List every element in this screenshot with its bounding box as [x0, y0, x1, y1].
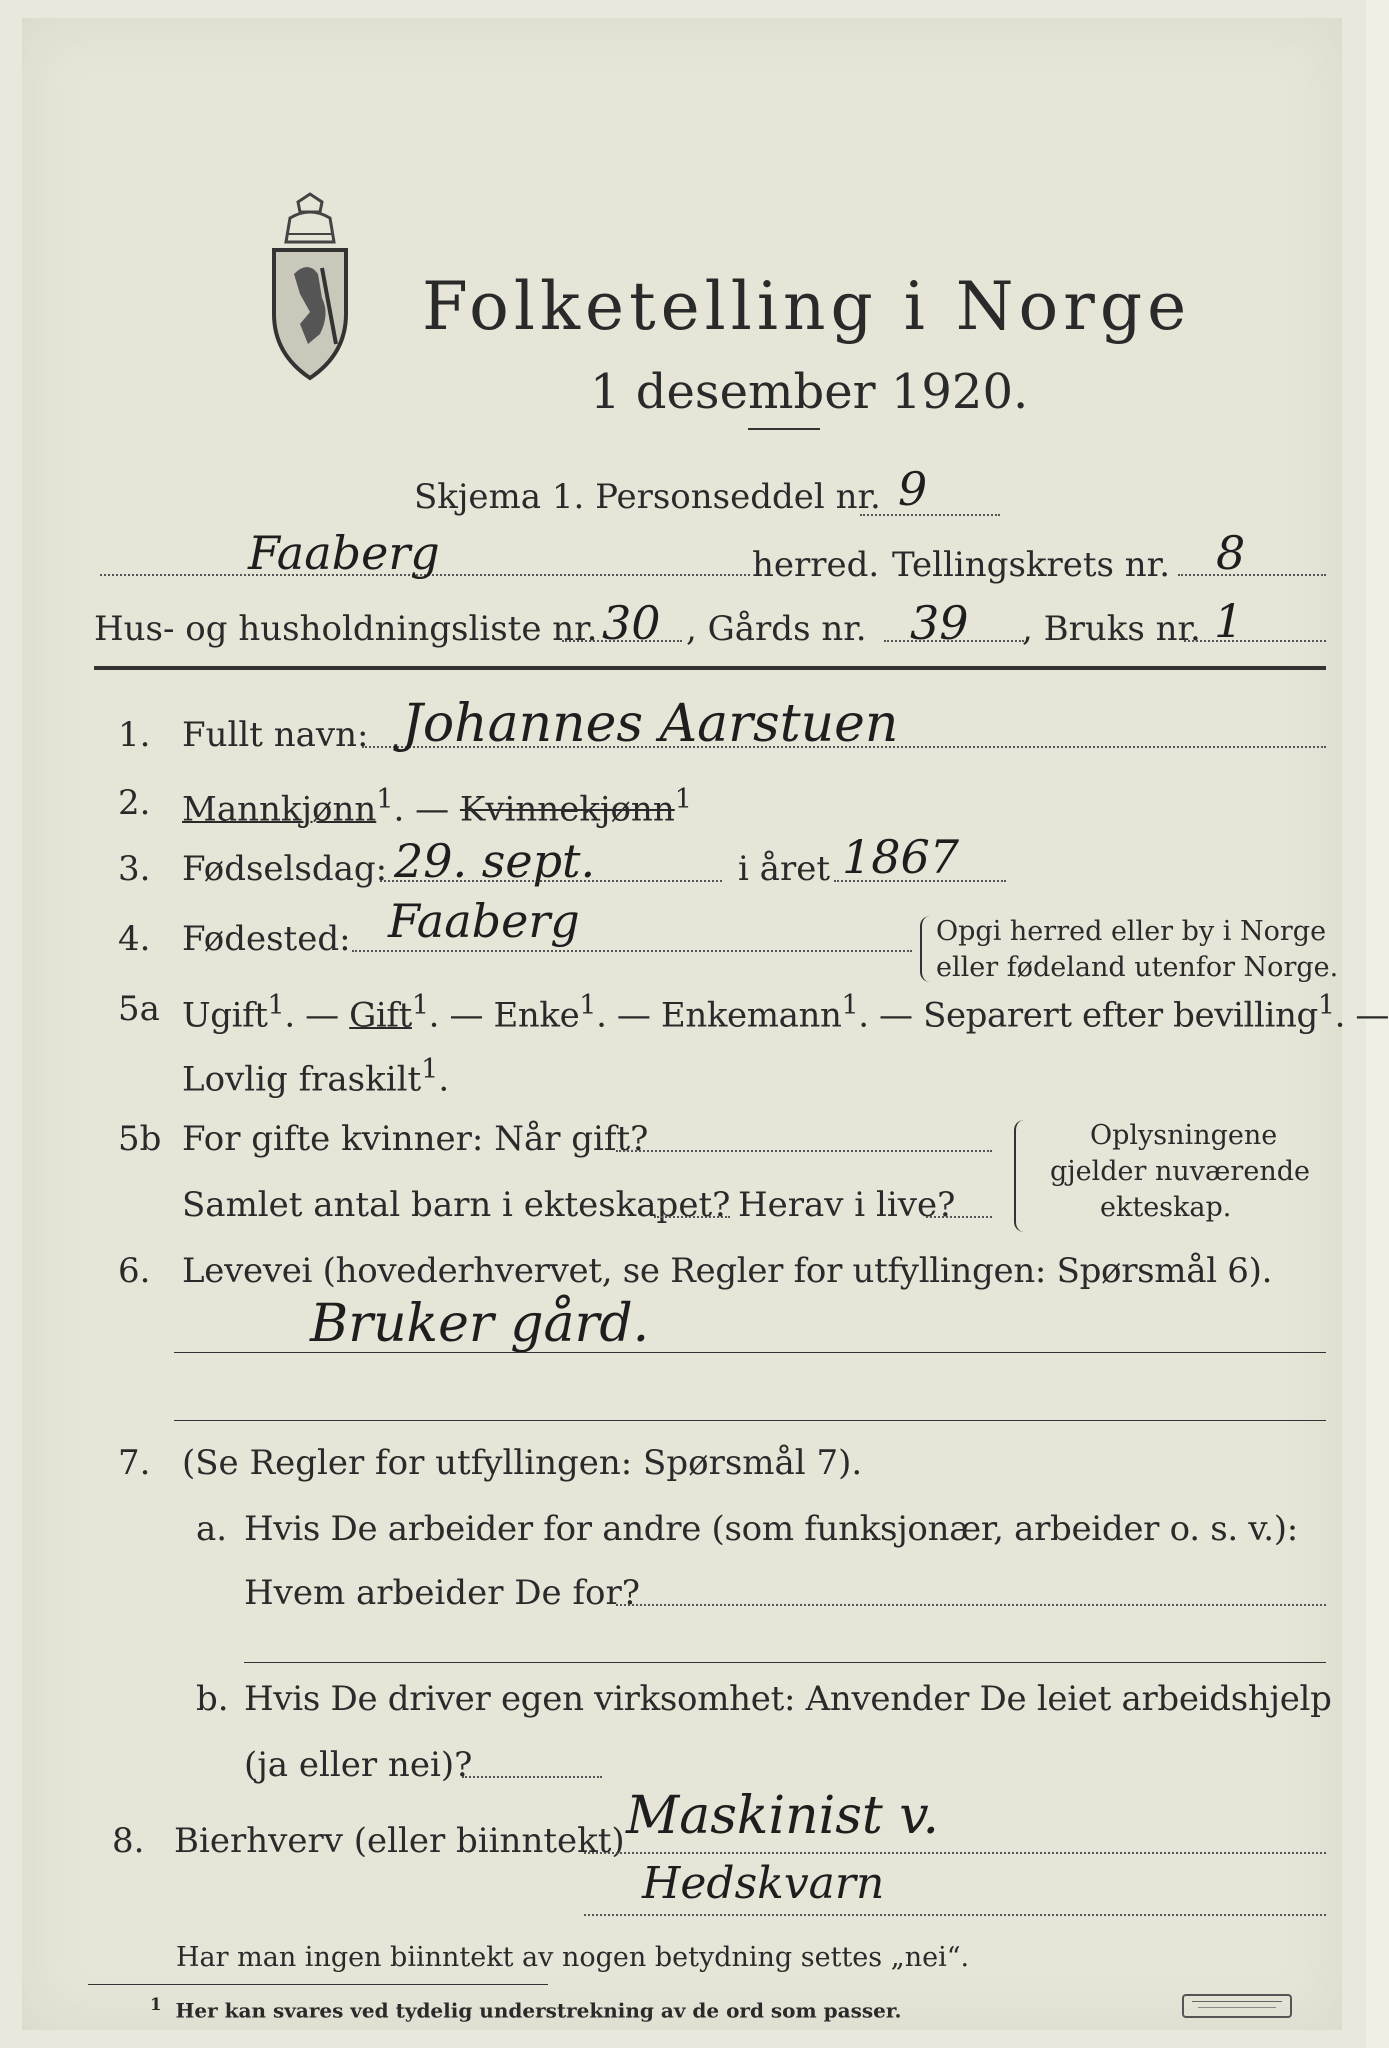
form-date: 1 desember 1920. [590, 364, 1029, 420]
q7-number: 7. [118, 1443, 151, 1483]
footnote-divider [88, 1984, 548, 1985]
hus-label: Hus- og husholdningsliste nr. [94, 609, 598, 649]
q5b-number: 5b [118, 1119, 162, 1159]
tellingskrets-label: Tellingskrets nr. [892, 545, 1171, 585]
q3-year-value: 1867 [842, 830, 960, 884]
q4-note-1: Opgi herred eller by i Norge [936, 916, 1327, 947]
q7a-label-2: Hvem arbeider De for? [244, 1573, 640, 1613]
census-form-sheet [22, 18, 1389, 2030]
q3-year-label: i året [738, 849, 830, 889]
q5a-marital-options: Ugift$^1$. — Gift$^1$. — Enke$^1$. — Enkemann$^1$. — Separert efter bevilling$^1$. — [182, 990, 1389, 1036]
q8-number: 8. [112, 1821, 145, 1861]
bruks-nr-value: 1 [1214, 594, 1244, 648]
herred-label: herred. [752, 545, 880, 585]
q5b-note-1: Oplysningene [1090, 1120, 1278, 1151]
q1-label: Fullt navn: [182, 715, 369, 755]
q6-occupation-value: Bruker gård. [310, 1294, 650, 1354]
printer-stamp [1182, 1994, 1292, 2018]
header-divider [94, 666, 1326, 670]
personseddel-nr-value: 9 [898, 462, 928, 516]
q3-number: 3. [118, 849, 151, 889]
q1-full-name-value: Johannes Aarstuen [402, 694, 899, 754]
q8-label: Bierhverv (eller biinntekt) [174, 1821, 625, 1861]
biinntekt-note: Har man ingen biinntekt av nogen betydning settes „nei“. [176, 1942, 970, 1973]
q7b-label-2: (ja eller nei)? [244, 1745, 473, 1785]
q5b-label-2: Samlet antal barn i ekteskapet? [182, 1185, 731, 1225]
bruks-label: , Bruks nr. [1022, 609, 1201, 649]
q4-label: Fødested: [182, 919, 351, 959]
q7b-label-1: Hvis De driver egen virksomhet: Anvender De leiet arbeidshjelp [244, 1679, 1332, 1719]
title-divider [748, 428, 820, 430]
q5a-gift: Gift [349, 995, 412, 1036]
herred-value: Faaberg [248, 526, 440, 580]
q5b-label-3: Herav i live? [738, 1185, 956, 1225]
norwegian-coat-of-arms-icon [260, 194, 360, 384]
gards-label: , Gårds nr. [686, 609, 867, 649]
q7-label: (Se Regler for utfyllingen: Spørsmål 7). [182, 1443, 863, 1483]
q1-number: 1. [118, 715, 151, 755]
q5a-number: 5a [118, 989, 160, 1029]
q4-note-2: eller fødeland utenfor Norge. [936, 952, 1339, 983]
q7a-label-1: Hvis De arbeider for andre (som funksjonær, arbeider o. s. v.): [244, 1509, 1298, 1549]
gards-nr-value: 39 [910, 596, 969, 650]
q2-kvinne: Kvinnekjønn [459, 789, 675, 830]
q6-number: 6. [118, 1251, 151, 1291]
q8-secondary-occupation-value-1: Maskinist v. [626, 1786, 940, 1846]
q2-number: 2. [118, 783, 151, 823]
q5b-note-2: gjelder nuværende [1050, 1156, 1310, 1187]
form-title: Folketelling i Norge [422, 268, 1192, 345]
q5b-note-3: ekteskap. [1100, 1192, 1232, 1223]
q5b-label-1: For gifte kvinner: Når gift? [182, 1119, 649, 1159]
q7b-letter: b. [196, 1679, 229, 1719]
q2-gender-options: Mannkjønn$^1$. — Kvinnekjønn$^1$ [182, 784, 692, 830]
q4-number: 4. [118, 919, 151, 959]
hus-nr-value: 30 [602, 596, 661, 650]
footnote: $^1$ Her kan svares ved tydelig understrekning av de ord som passer. [150, 1994, 902, 2023]
q3-label: Fødselsdag: [182, 849, 388, 889]
q7a-letter: a. [196, 1509, 228, 1549]
skjema-label: Skjema 1. Personseddel nr. [414, 477, 881, 517]
q2-mann: Mannkjønn [182, 789, 377, 830]
tellingskrets-nr-value: 8 [1216, 526, 1246, 580]
q5a-fraskilt: Lovlig fraskilt$^1$. [182, 1054, 450, 1100]
q3-birthdate-value: 29. sept. [394, 834, 596, 888]
q4-birthplace-value: Faaberg [388, 894, 580, 948]
q8-secondary-occupation-value-2: Hedskvarn [642, 1858, 885, 1909]
q6-label: Levevei (hovederhvervet, se Regler for utfyllingen: Spørsmål 6). [182, 1251, 1273, 1291]
